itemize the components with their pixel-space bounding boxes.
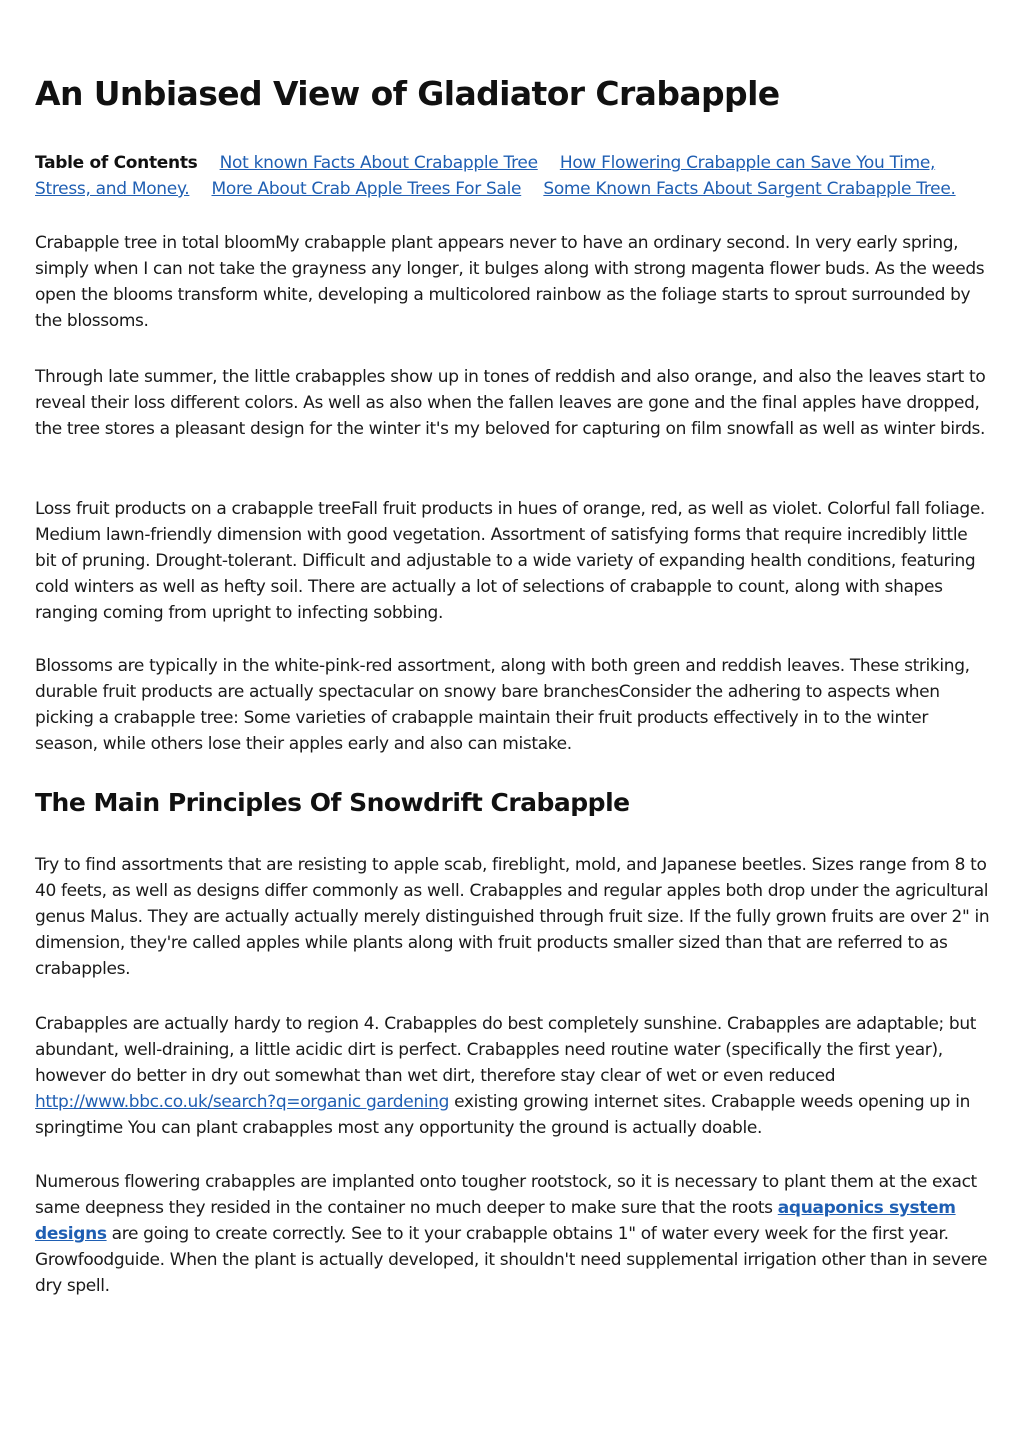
paragraph-1: Crabapple tree in total bloomMy crabapple plant appears never to have an ordinary second. In very early spring, simply when I can not take the grayness any longer, it bulges along with strong magenta flower buds. As the weeds open the blooms transform white, developing a multicolored rainbow as the foliage starts to sprout surrounded by the blossoms.: [35, 233, 985, 331]
aquaponics-link[interactable]: aquaponics system designs: [35, 1198, 956, 1244]
paragraph-6-text-start: Crabapples are actually hardy to region 4. Crabapples do best completely sunshine. Crabapples are adaptable; but abundant, well-draining, a little acidic dirt is perfect. Crabapples need routine water (specifically the first year), however do better in dry out somewhat than wet dirt, therefore stay clear of wet or even reduced: [35, 1014, 977, 1086]
toc-link-sargent-crabapple[interactable]: Some Known Facts About Sargent Crabapple Tree.: [543, 179, 956, 199]
paragraph-7: [35, 1169, 990, 1299]
toc-link-flowering-crabapple[interactable]: How Flowering Crabapple can Save You Time, Stress, and Money.: [35, 153, 936, 199]
paragraph-3: Loss fruit products on a crabapple treeFall fruit products in hues of orange, red, as well as violet. Colorful fall foliage. Medium lawn-friendly dimension with good vegetation. Assortment of satisfying forms that require incredibly little bit of pruning. Drought-tolerant. Difficult and adjustable to a wide variety of expanding health conditions, featuring cold winters as well as hefty soil. There are actually a lot of selections of crabapple to count, along with shapes ranging coming from upright to infecting sobbing.: [35, 499, 985, 623]
paragraph-7-text-start: Numerous flowering crabapples are implanted onto tougher rootstock, so it is necessary to plant them at the exact same deepness they resided in the container no much deeper to make sure that the roots: [35, 1172, 977, 1218]
paragraph-6-text-end: existing growing internet sites. Crabapple weeds opening up in springtime You can plant crabapples most any opportunity the ground is actually doable.: [35, 1092, 971, 1138]
toc-label: Table of Contents: [35, 153, 198, 173]
paragraph-6: [35, 1011, 990, 1141]
toc-link-crab-apple-trees-for-sale[interactable]: More About Crab Apple Trees For Sale: [211, 179, 522, 199]
section-heading: The Main Principles Of Snowdrift Crabapple: [35, 788, 630, 817]
bbc-search-link[interactable]: http://www.bbc.co.uk/search?q=organic gardening: [35, 1092, 450, 1112]
page-title: An Unbiased View of Gladiator Crabapple: [35, 74, 780, 113]
toc-link-crabapple-tree[interactable]: Not known Facts About Crabapple Tree: [219, 153, 538, 173]
paragraph-2: Through late summer, the little crabapples show up in tones of reddish and also orange, and also the leaves start to reveal their loss different colors. As well as also when the fallen leaves are gone and the final apples have dropped, the tree stores a pleasant design for the winter it's my beloved for capturing on film snowfall as well as winter birds.: [35, 367, 986, 439]
paragraph-7-text-end: are going to create correctly. See to it your crabapple obtains 1" of water every week for the first year. Growfoodguide. When the plant is actually developed, it shouldn't need supplemental irrigation other than in severe dry spell.: [35, 1224, 988, 1296]
paragraph-4: Blossoms are typically in the white-pink-red assortment, along with both green and reddish leaves. These striking, durable fruit products are actually spectacular on snowy bare branchesConsider the adhering to aspects when picking a crabapple tree: Some varieties of crabapple maintain their fruit products effectively in to the winter season, while others lose their apples early and also can mistake.: [35, 656, 970, 754]
paragraph-5: Try to find assortments that are resisting to apple scab, fireblight, mold, and Japanese beetles. Sizes range from 8 to 40 feets, as well as designs differ commonly as well. Crabapples and regular apples both drop under the agricultural genus Malus. They are actually actually merely distinguished through fruit size. If the fully grown fruits are over 2" in dimension, they're called apples while plants along with fruit products smaller sized than that are referred to as crabapples.: [35, 855, 990, 979]
table-of-contents: [35, 150, 990, 202]
